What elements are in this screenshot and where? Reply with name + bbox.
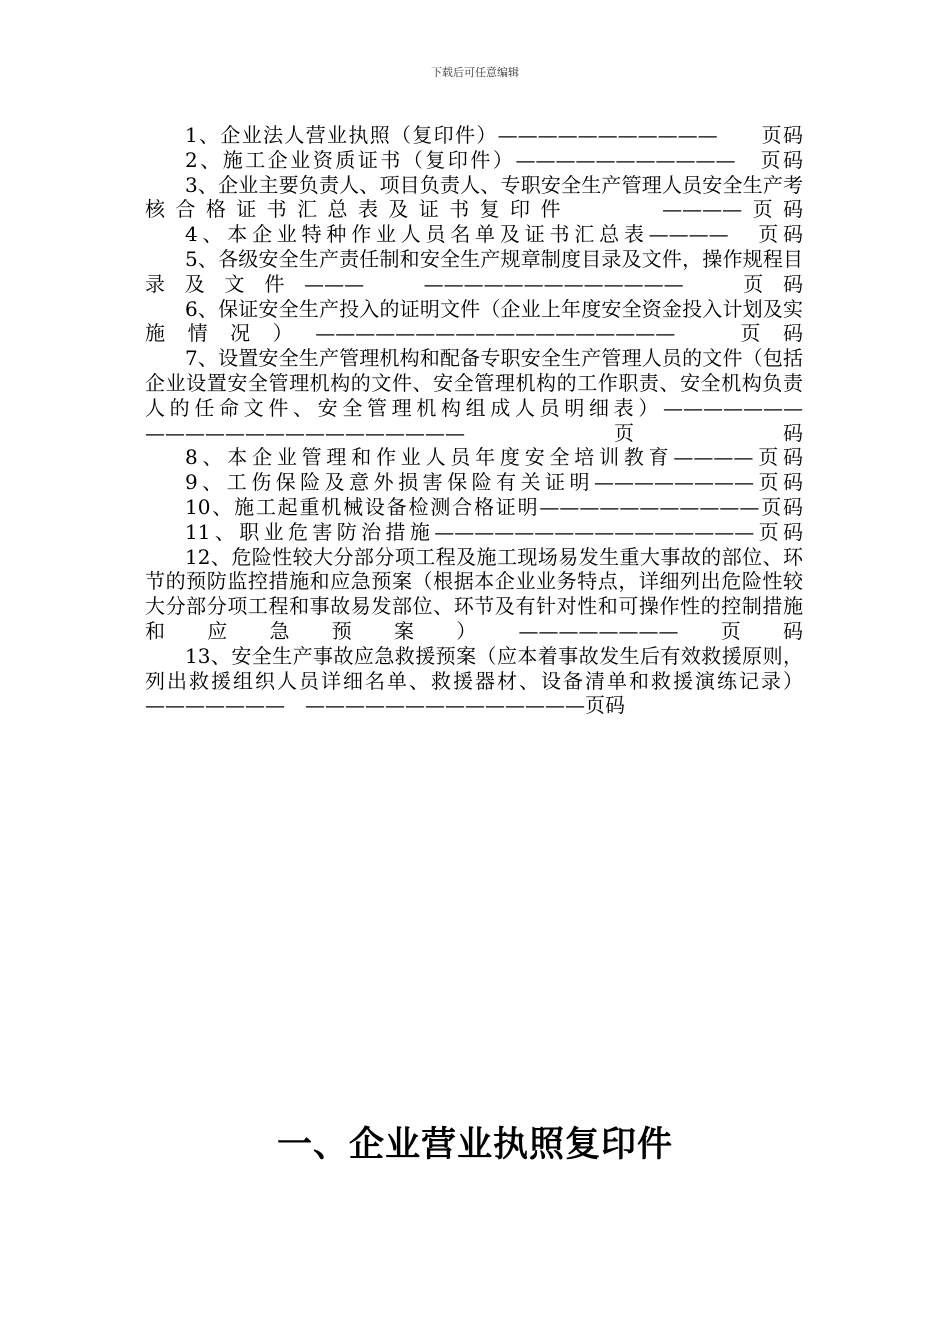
- toc-item-12: 12、危险性较大分部分项工程及施工现场易发生重大事故的部位、环节的预防监控措施和应急预案（根据本企业业务特点，详细列出危险性较大分部分项工程和事故易发部位、环节及有针对性和可操作性的控制措施和应急预案）————————页码: [145, 544, 803, 643]
- toc-item-10: 10、施工起重机械设备检测合格证明———————————页码: [185, 494, 803, 519]
- table-of-contents: [145, 123, 823, 718]
- toc-item-9: 9、工伤保险及意外损害保险有关证明————————页码: [185, 470, 803, 495]
- toc-item-2: 2、施工企业资质证书（复印件）——————————— 页码: [185, 147, 803, 172]
- section-title: 一、企业营业执照复印件: [276, 1125, 673, 1165]
- toc-item-5: 5、各级安全生产责任制和安全生产规章制度目录及文件，操作规程目录及文件——— ————————————— 页码: [145, 246, 803, 296]
- page-header-note: 下载后可任意编辑: [431, 66, 519, 79]
- toc-item-11: 11、职业危害防治措施————————————————页码: [185, 519, 803, 544]
- toc-item-1: 1、企业法人营业执照（复印件）——————————— 页码: [185, 123, 803, 147]
- toc-item-13: 13、安全生产事故应急救援预案（应本着事故发生后有效救援原则，列出救援组织人员详细名单、救援器材、设备清单和救援演练记录）——————— ——————————————页码: [145, 643, 803, 718]
- toc-item-6: 6、保证安全生产投入的证明文件（企业上年度安全资金投入计划及实施情况）—————————————————— 页码: [145, 296, 803, 346]
- toc-item-3: 3、企业主要负责人、项目负责人、专职安全生产管理人员安全生产考核合格证书汇总表及证书复印件 ————页码: [145, 172, 803, 222]
- toc-item-7: 7、设置安全生产管理机构和配备专职安全生产管理人员的文件（包括企业设置安全管理机构的文件、安全管理机构的工作职责、安全机构负责人的任命文件、安全管理机构组成人员明细表）——————— ————————————————页码: [145, 346, 823, 445]
- toc-item-4: 4、本企业特种作业人员名单及证书汇总表———— 页码: [185, 222, 803, 247]
- toc-item-8: 8、本企业管理和作业人员年度安全培训教育————页码: [185, 445, 803, 470]
